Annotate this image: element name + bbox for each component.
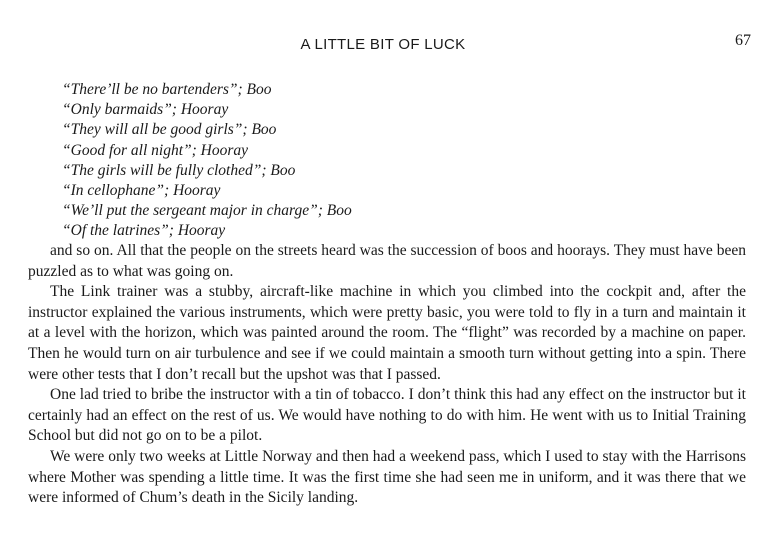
verse-line: “In cellophane”; Hooray: [62, 182, 221, 200]
verse-line: “The girls will be fully clothed”; Boo: [62, 161, 296, 179]
paragraph: The Link trainer was a stubby, aircraft-like machine in which you climbed into the cockpit and, after the instructor explained the various instruments, which were pretty basic, you were told to fly in a turn and maintain it at a level with the horizon, which was painted around the room. The “flight” was recorded by a machine on paper. Then he would turn on air turbulence and see if we could maintain a smooth turn without getting into a spin. There were other tests that I don’t recall but the upshot was that I passed.: [28, 283, 746, 383]
verse-line: “There’ll be no bartenders”; Boo: [62, 81, 272, 98]
verse-line: “They will all be good girls”; Boo: [62, 121, 277, 139]
verse-block: [62, 80, 352, 242]
paragraph: One lad tried to bribe the instructor with a tin of tobacco. I don’t think this had any effect on the instructor but it certainly had an effect on the rest of us. We would have nothing to do with him. He went with us to Initial Training School but did not go on to be a pilot.: [28, 386, 746, 445]
paragraph: We were only two weeks at Little Norway and then had a weekend pass, which I used to stay with the Harrisons where Mother was spending a little time. It was the first time she had seen me in uniform, and it was there that we were informed of Chum’s death in the Sicily landing.: [28, 447, 746, 507]
verse-line: “Good for all night”; Hooray: [62, 141, 249, 159]
body-text: [28, 241, 746, 509]
verse-line: “We’ll put the sergeant major in charge”; Boo: [62, 202, 352, 220]
page-number: 67: [735, 32, 751, 49]
verse-line: “Of the latrines”; Hooray: [62, 222, 226, 240]
running-header-title: A LITTLE BIT OF LUCK: [300, 36, 466, 53]
paragraph: and so on. All that the people on the streets heard was the succession of boos and hoorays. They must have been puzzled as to what was going on.: [28, 242, 746, 280]
verse-line: “Only barmaids”; Hooray: [62, 101, 229, 119]
